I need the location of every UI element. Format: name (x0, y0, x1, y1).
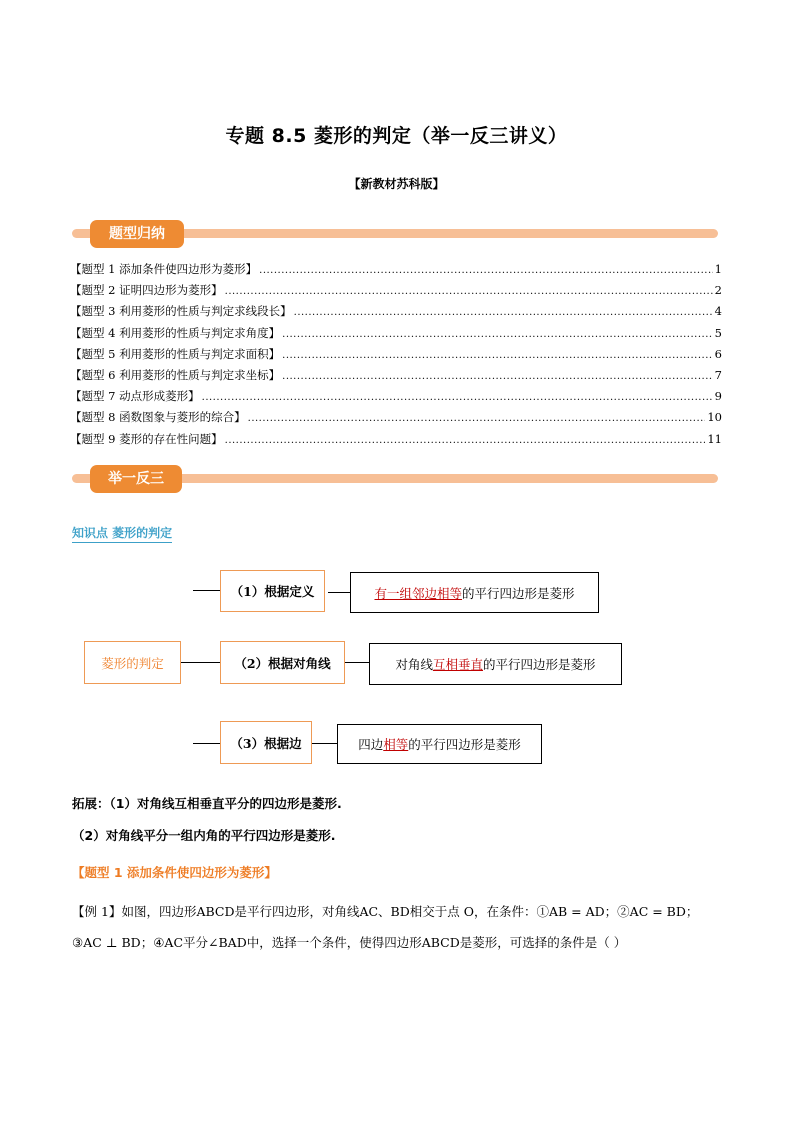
toc-leader-dots (248, 407, 706, 429)
example-1-prefix: 【例 1】 (72, 904, 122, 919)
method2-result-post: 的平行四边形是菱形 (483, 657, 596, 672)
extension-1: 拓展：（1）对角线互相垂直平分的四边形是菱形. (72, 796, 342, 811)
toc-entry-page: 1 (714, 262, 722, 276)
method2-connector-right (345, 662, 369, 663)
example-1-line2: ③AC ⊥ BD；④AC平分∠BAD中，选择一个条件，使得四边形ABCD是菱形，可选择的条件是（ ） (72, 935, 627, 950)
toc-entry-label: 【题型 4 利用菱形的性质与判定求角度】 (70, 325, 281, 340)
toc-entry[interactable] (70, 323, 722, 344)
toc-entry-page: 9 (714, 389, 722, 404)
toc-leader-dots (225, 280, 713, 302)
toc-entry-label: 【题型 6 利用菱形的性质与判定求坐标】 (70, 367, 281, 382)
method1-result (350, 572, 599, 613)
table-of-contents (70, 259, 722, 450)
method3-connector-right (312, 743, 337, 744)
method3-result-post: 的平行四边形是菱形 (408, 737, 521, 752)
toc-entry[interactable] (70, 407, 722, 428)
page-title: 专题 8.5 菱形的判定（举一反三讲义） (225, 125, 568, 147)
toc-entry-label: 【题型 1 添加条件使四边形为菱形】 (70, 262, 258, 276)
example-1-line1-text: 如图，四边形ABCD是平行四边形，对角线AC、BD相交于点 O，在条件：①AB = AD；②AC = BD； (121, 904, 699, 919)
example-1-line1 (72, 896, 724, 927)
method3-box: （3）根据边 (220, 721, 312, 764)
toc-leader-dots (282, 344, 713, 366)
toc-entry-label: 【题型 2 证明四边形为菱形】 (70, 283, 223, 298)
toc-entry[interactable] (70, 386, 722, 407)
toc-entry-label: 【题型 5 利用菱形的性质与判定求面积】 (70, 346, 281, 361)
method2-result-pre: 对角线 (395, 657, 433, 672)
toc-entry-page: 2 (714, 283, 722, 298)
method2-box: （2）根据对角线 (220, 641, 345, 684)
method2-result (369, 643, 622, 685)
edition-subtitle: 【新教材苏科版】 (348, 177, 445, 191)
toc-entry-page: 6 (714, 346, 722, 361)
practice-banner-tag: 举一反三 (90, 465, 182, 493)
toc-entry-label: 【题型 8 函数图象与菱形的综合】 (70, 410, 246, 425)
toc-leader-dots (202, 386, 713, 408)
toc-entry[interactable] (70, 280, 722, 301)
method1-result-post: 的平行四边形是菱形 (462, 585, 575, 601)
toc-entry[interactable] (70, 301, 722, 322)
method3-result-pre: 四边 (358, 737, 384, 752)
toc-entry-page: 4 (714, 304, 722, 319)
toc-leader-dots (259, 259, 713, 281)
toc-entry-page: 10 (707, 410, 722, 425)
toc-entry-page: 5 (714, 325, 722, 340)
toc-entry[interactable] (70, 429, 722, 450)
root-connector (181, 662, 220, 663)
toc-entry-label: 【题型 3 利用菱形的性质与判定求线段长】 (70, 304, 292, 319)
toc-entry-page: 11 (707, 431, 722, 446)
toc-entry-label: 【题型 7 动点形成菱形】 (70, 389, 200, 404)
toc-entry-label: 【题型 9 菱形的存在性问题】 (70, 431, 223, 446)
toc-leader-dots (282, 323, 713, 345)
toc-entry[interactable] (70, 344, 722, 365)
toc-banner-tag: 题型归纳 (90, 220, 184, 248)
method1-box: （1）根据定义 (220, 570, 325, 612)
knowledge-heading: 知识点 菱形的判定 (72, 524, 172, 543)
toc-leader-dots (294, 301, 713, 323)
method3-connector-left (193, 743, 220, 744)
toc-entry[interactable] (70, 259, 722, 280)
topic1-heading: 【题型 1 添加条件使四边形为菱形】 (72, 865, 277, 880)
toc-entry-page: 7 (714, 367, 722, 382)
toc-entry[interactable] (70, 365, 722, 386)
method3-result (337, 724, 542, 764)
toc-leader-dots (225, 429, 706, 451)
toc-leader-dots (282, 365, 713, 387)
method3-result-highlight: 相等 (383, 737, 409, 752)
extension-2: （2）对角线平分一组内角的平行四边形是菱形. (72, 828, 336, 843)
root-box: 菱形的判定 (84, 641, 181, 684)
method2-result-highlight: 互相垂直 (432, 657, 483, 672)
method1-connector-left (193, 590, 220, 591)
example-1 (72, 896, 724, 958)
method1-connector-right (328, 592, 350, 593)
method1-result-highlight: 有一组邻边相等 (374, 585, 462, 601)
